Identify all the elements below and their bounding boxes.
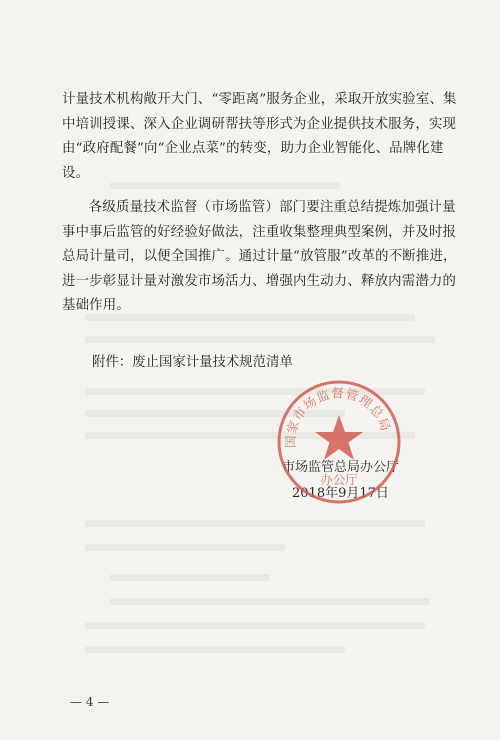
bleed-through-line [85, 336, 435, 343]
paragraph-1: 计量技术机构敞开大门、“零距离”服务企业，采取开放实验室、集中培训授课、深入企业调研帮扶等形式为企业提供技术服务，实现由“政府配餐”向“企业点菜”的转变，助力企业智能化、品牌化建设。 [62, 92, 457, 181]
issue-date: 2018年9月17日 [292, 486, 389, 501]
bleed-through-line [85, 544, 285, 551]
seal-star-icon [315, 415, 363, 460]
svg-text:国家市场监督管理总局: 国家市场监督管理总局 [282, 385, 394, 448]
official-seal [274, 377, 404, 507]
page-number: — 4 — [70, 695, 110, 709]
bleed-through-line [110, 574, 270, 581]
issuer-signature: 市场监管总局办公厅 [282, 460, 400, 475]
bleed-through-line [85, 520, 425, 527]
attachment-note: 附件：废止国家计量技术规范清单 [92, 355, 293, 370]
bleed-through-line [110, 598, 430, 605]
paragraph-2: 各级质量技术监督（市场监管）部门要注重总结提炼加强计量事中事后监管的好经验好做法，注重收集整理典型案例，并及时报总局计量司，以便全国推广。通过计量“放管服”改革的不断推进，进一步彰显计量对激发市场活力、增强内生动力、释放内需潜力的基础作用。 [62, 200, 457, 313]
bleed-through-line [85, 622, 425, 629]
bleed-through-line [85, 646, 345, 653]
svg-text:办公厅: 办公厅 [320, 472, 358, 487]
